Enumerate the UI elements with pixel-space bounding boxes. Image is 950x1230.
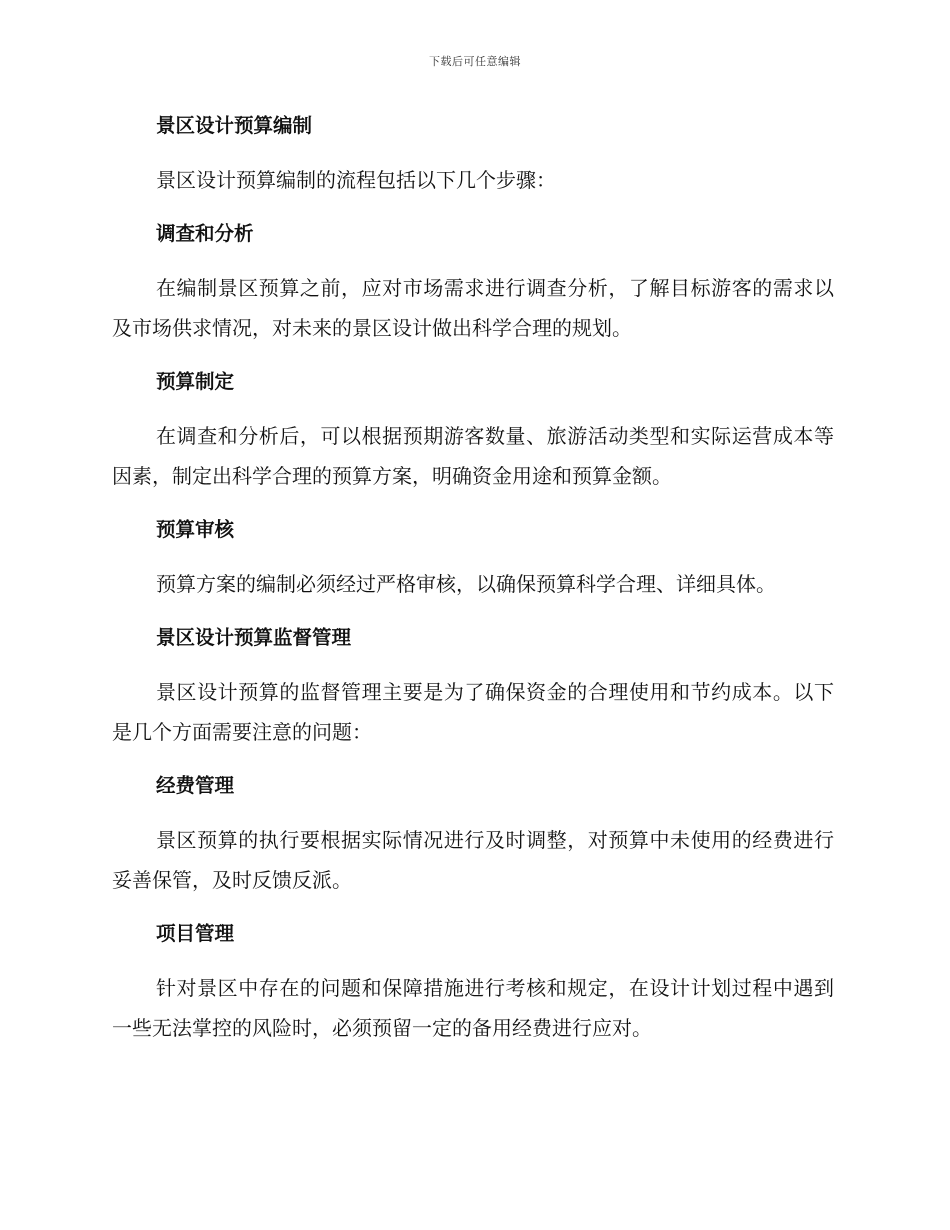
body-paragraph: 预算方案的编制必须经过严格审核，以确保预算科学合理、详细具体。: [156, 572, 776, 596]
section-heading: 调查和分析: [156, 222, 254, 245]
section-heading: 景区设计预算编制: [156, 114, 313, 137]
body-paragraph: 景区设计预算的监督管理主要是为了确保资金的合理使用和节约成本。以下是几个方面需要注意的问题：: [112, 680, 834, 744]
body-paragraph: 景区设计预算编制的流程包括以下几个步骤：: [156, 168, 556, 192]
body-paragraph: 在编制景区预算之前，应对市场需求进行调查分析，了解目标游客的需求以及市场供求情况，对未来的景区设计做出科学合理的规划。: [112, 276, 834, 340]
document-body: [112, 106, 834, 1062]
section-heading: 项目管理: [156, 922, 235, 945]
body-paragraph: 景区预算的执行要根据实际情况进行及时调整，对预算中未使用的经费进行妥善保管，及时反馈反派。: [112, 828, 834, 892]
body-paragraph: 针对景区中存在的问题和保障措施进行考核和规定，在设计计划过程中遇到一些无法掌控的风险时，必须预留一定的备用经费进行应对。: [112, 976, 834, 1040]
body-paragraph: 在调查和分析后，可以根据预期游客数量、旅游活动类型和实际运营成本等因素，制定出科学合理的预算方案，明确资金用途和预算金额。: [112, 424, 834, 488]
section-heading: 经费管理: [156, 774, 235, 797]
section-heading: 预算制定: [156, 370, 235, 393]
section-heading: 预算审核: [156, 518, 235, 541]
section-heading: 景区设计预算监督管理: [156, 626, 352, 649]
page-header: 下载后可任意编辑: [429, 55, 521, 68]
